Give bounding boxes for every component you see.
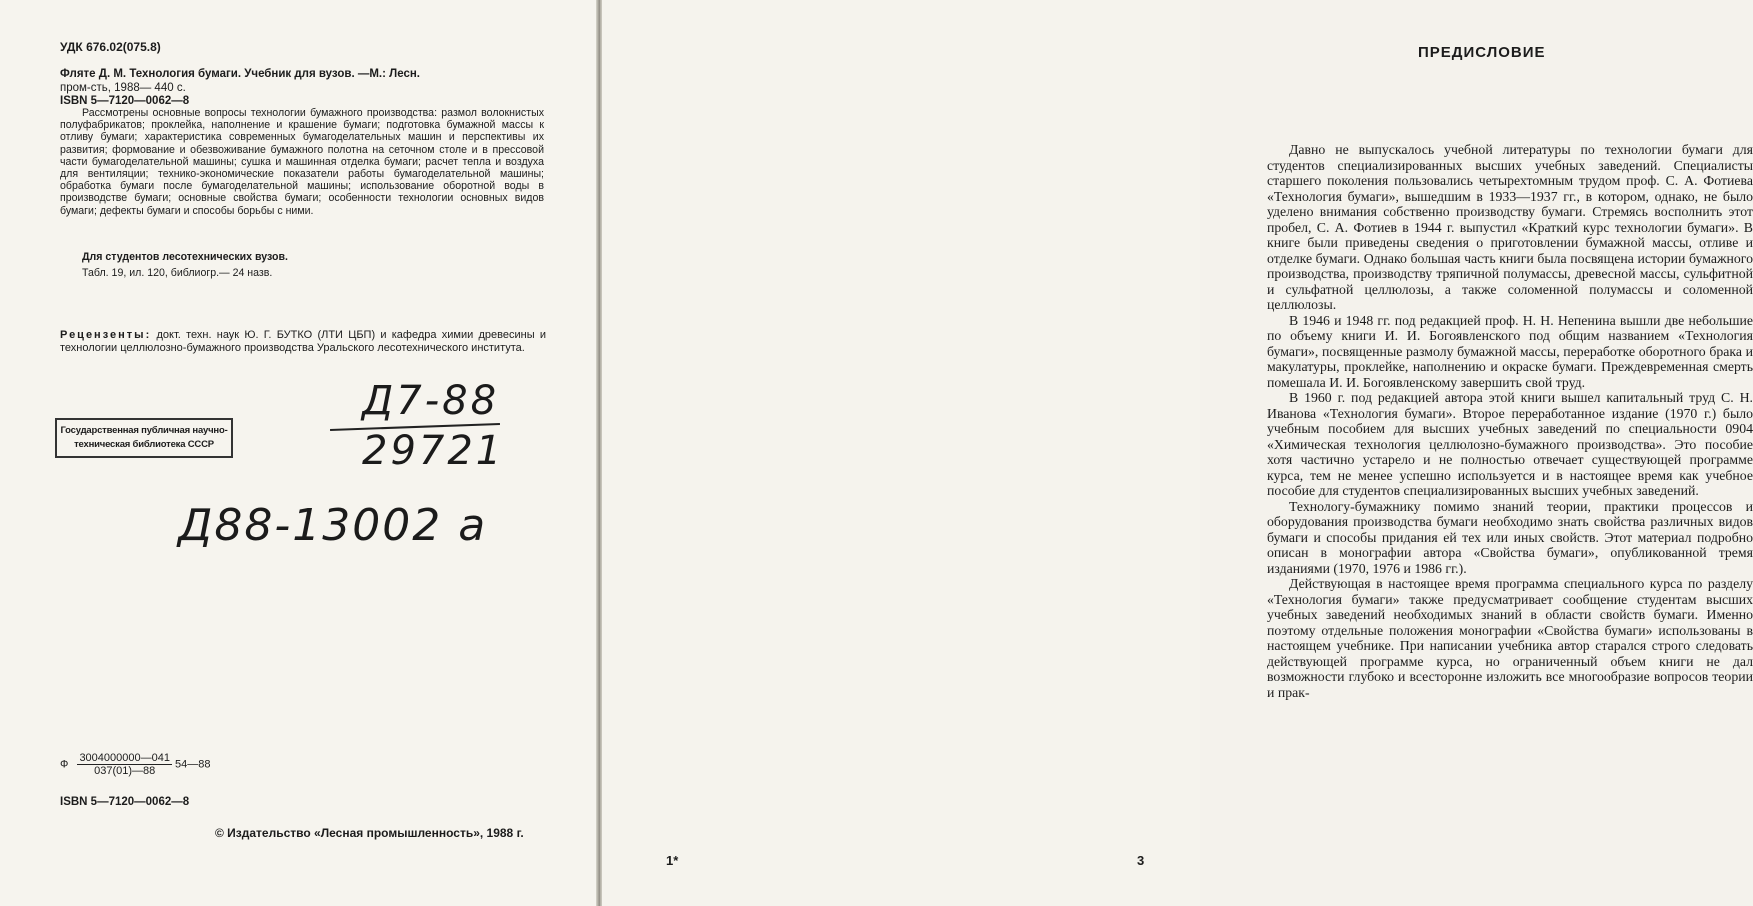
reviewers-block <box>60 329 546 355</box>
preface-paragraph: Технологу-бумажнику помимо знаний теории, практики процессов и оборудования производства бумаги необходимо знать свойства различных видов бумаги и способы придания ей тех или иных свойств. Этот материал подробно описан в монографии автора «Свойства бумаги», опубликованной тремя изданиями (1970, 1976 и 1986 гг.). <box>1267 498 1753 576</box>
preface-body <box>1267 142 1753 700</box>
publishing-imprint-code <box>60 752 211 777</box>
preface-heading: ПРЕДИСЛОВИЕ <box>1418 44 1546 61</box>
citation-author-title: Фляте Д. М. Технология бумаги. Учебник для вузов. —М.: Лесн. <box>60 68 420 80</box>
imprint-denominator: 037(01)—88 <box>94 765 156 777</box>
imprint-prefix: Ф <box>60 758 69 771</box>
handwritten-inventory-number: Д88-13002 а <box>178 500 488 551</box>
udk-code: УДК 676.02(075.8) <box>60 40 161 54</box>
imprint-numerator: 3004000000—041 <box>79 752 170 764</box>
imprint-suffix: 54—88 <box>175 758 211 771</box>
imprint-fraction <box>77 752 172 777</box>
book-stats: Табл. 19, ил. 120, библиогр.— 24 назв. <box>82 267 273 279</box>
copyright-line: © Издательство «Лесная промышленность», 1988 г. <box>215 826 524 840</box>
bibliographic-citation <box>60 68 545 109</box>
left-page <box>0 0 598 906</box>
preface-paragraph: Действующая в настоящее время программа специального курса по разделу «Технология бумаги» также предусматривает сообщение студентам высших учебных заведений необходимых знаний в области свойств бумаги. Именно поэтому отдельные положения монографии «Свойства бумаги» использованы в настоящем учебнике. При написании учебника автор старался строго следовать действующей программе курса, но ограниченный объем книги не дал возможности глубоко и всесторонне изложить все многообразие вопросов теории и прак- <box>1267 576 1753 700</box>
reviewers-label: Рецензенты: <box>60 329 152 341</box>
handwritten-code-top: Д7-88 <box>362 378 500 424</box>
right-page <box>602 0 1753 906</box>
handwritten-code-bottom: 29721 <box>362 428 505 474</box>
signature-mark: 1* <box>666 853 679 868</box>
page-number: 3 <box>1137 853 1145 868</box>
citation-publisher: пром-сть, 1988— 440 с. <box>60 81 186 94</box>
audience-note: Для студентов лесотехнических вузов. <box>82 251 288 263</box>
preface-paragraph: В 1960 г. под редакцией автора этой книги вышел капитальный труд С. Н. Иванова «Технология бумаги». Второе переработанное издание (1970 г.) было учебным пособием для высших учебных заведений по специальности 0904 «Химическая технология целлюлозно-бумажного производства». Это пособие хотя частично устарело и не полностью отвечает существующей программе курса, тем не менее успешно используется и в настоящее время как учебное пособие для студентов специализированных высших учебных заведений. <box>1267 390 1753 498</box>
citation-isbn: ISBN 5—7120—0062—8 <box>60 95 190 108</box>
library-stamp <box>55 418 233 458</box>
library-stamp-line1: Государственная публичная научно- <box>60 425 228 436</box>
isbn-bottom: ISBN 5—7120—0062—8 <box>60 796 190 808</box>
library-stamp-line2: техническая библиотека СССР <box>74 439 214 450</box>
preface-paragraph: Давно не выпускалось учебной литературы по технологии бумаги для студентов специализированных высших учебных заведений. Специалисты старшего поколения пользовались четырехтомным трудом проф. С. А. Фотиева «Технология бумаги», вышедшим в 1933—1937 гг., в котором, однако, не было уделено внимания собственно производству бумаги. Стремясь восполнить этот пробел, С. А. Фотиев в 1944 г. выпустил «Краткий курс технологии бумаги». В книге были приведены сведения о приготовлении бумажной массы, отливе и отделке бумаги. Однако большая часть книги была посвящена истории бумажного производства, производству тряпичной полумассы, древесной массы, сульфитной и сульфатной целлюлозы, а также соломенной полумассы и соломенной целлюлозы. <box>1267 142 1753 312</box>
reviewers-text: докт. техн. наук Ю. Г. БУТКО (ЛТИ ЦБП) и кафедра химии древесины и технологии целлюлозно-бумажного производства Уральского лесотехнического института. <box>60 329 546 354</box>
preface-paragraph: В 1946 и 1948 гг. под редакцией проф. Н. Н. Непенина вышли две небольшие по объему книги И. И. Богоявленского под общим названием «Технология бумаги», посвященные размолу бумажной массы, переработке оборотного брака и макулатуры, проклейке, наполнению и окраске бумаги. Преждевременная смерть помешала И. И. Богоявленскому завершить свой труд. <box>1267 312 1753 390</box>
book-abstract: Рассмотрены основные вопросы технологии бумажного производства: размол волокнистых полуфабрикатов; проклейка, наполнение и крашение бумаги; подготовка бумажной массы к отливу бумаги; характеристика современных бумагоделательных машин и перспективы их развития; формование и обезвоживание бумажного полотна на сеточном столе и в прессовой части бумагоделательной машины; сушка и машинная отделка бумаги; расчет тепла и воздуха для вентиляции; технико-экономические показатели работы бумагоделательной машины; обработка бумаги после бумагоделательной машины; использование оборотной воды в производстве бумаги; основные свойства бумаги; особенности технологии основных видов бумаги; дефекты бумаги и способы борьбы с ними. <box>60 107 544 217</box>
